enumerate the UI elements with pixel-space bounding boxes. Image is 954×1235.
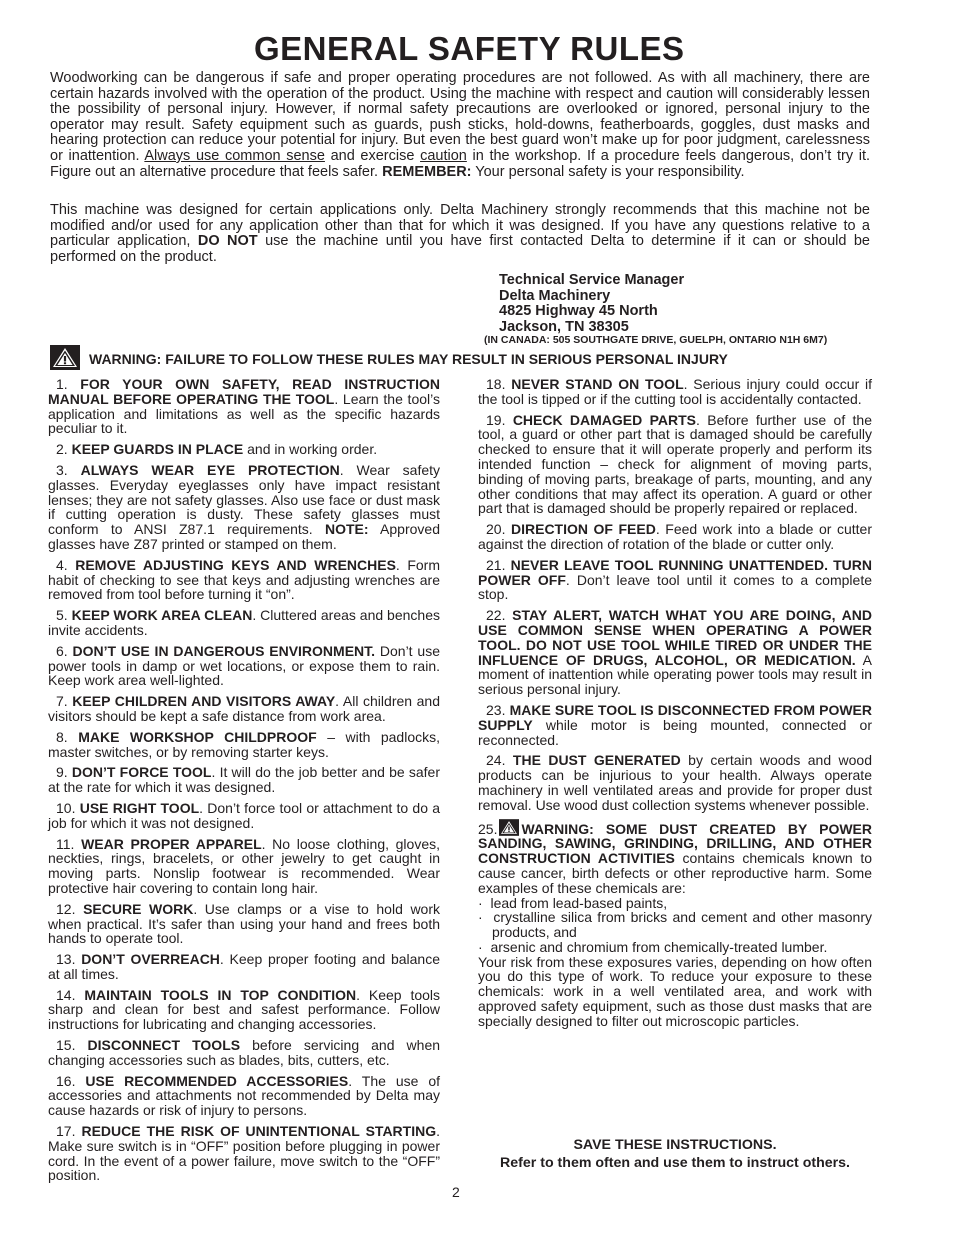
safety-rule <box>48 1124 440 1183</box>
rule-number: 10. <box>56 799 76 816</box>
bullet-dot: · <box>478 938 491 955</box>
rule-number: 15. <box>56 1037 76 1054</box>
address-line: Delta Machinery <box>499 287 611 304</box>
rule-number: 11. <box>56 835 75 852</box>
rule-text: – with padlocks, master switches, or by removing starter keys. <box>48 728 441 760</box>
rule-heading: ALWAYS WEAR EYE PROTECTION <box>80 461 340 478</box>
rule-text: . Before further use of the tool, a guard or other part that is damaged should be carefully checked to ensure that it will operate properly and perform its intended function – check for alignment of moving parts, binding of moving parts, breakage of parts, mounting, and any other conditions that may affect its operation. A guard or other part that is damaged should be properly repaired or replaced. <box>478 411 872 517</box>
rule-heading: DON’T OVERREACH <box>81 951 220 968</box>
rule-number: 25. <box>478 820 498 837</box>
rule-heading: THE DUST GENERATED <box>512 752 681 769</box>
rule-number: 13. <box>56 951 76 968</box>
warning-bar <box>50 344 870 370</box>
rule-text: . Serious injury could occur if the tool is tipped or if the cutting tool is accidentally contacted. <box>478 376 873 407</box>
intro-paragraph-1: Woodworking can be dangerous if safe and proper operating procedures are not followed. As with all machinery, there are certain hazards involved with the operation of the product. Using the machine with respect and caution will considerably lessen the possibility of personal injury. However, if normal safety precautions are overlooked or ignored, personal injury to the operator may result. Safety equipment such as guards, push sticks, hold-downs, featherboards, goggles, dust masks and hearing protection can reduce your potential for injury. But even the best guard won’t make up for poor judgment, carelessness or inattention. Always use common sense and exercise caution in the workshop. If a procedure feels dangerous, don’t try it. Figure out an alternative procedure that feels safer. REMEMBER: Your personal safety is your responsibility. <box>50 70 870 180</box>
rule-heading: USE RIGHT TOOL <box>79 799 200 816</box>
rule-heading: DISCONNECT TOOLS <box>87 1037 241 1054</box>
contact-address <box>499 273 684 335</box>
safety-rule <box>48 442 440 457</box>
rule-heading: WARNING: SOME DUST CREATED BY POWER SANDING, SAWING, GRINDING, DRILLING, AND OTHER CONSTRUCTION ACTIVITIES <box>478 820 872 867</box>
rule-text: . Form habit of checking to see that keys and adjusting wrenches are removed from tool before turning it “on”. <box>48 556 440 603</box>
rule-number: 21. <box>486 556 506 573</box>
bullet-dot: · <box>478 894 491 911</box>
rule-note-text: Approved glasses have Z87 printed or stamped on them. <box>48 521 440 552</box>
rule-text: Don’t use power tools in damp or wet locations, or expose them to rain. Keep work area well-lighted. <box>48 642 440 689</box>
intro-paragraph-2: This machine was designed for certain applications only. Delta Machinery strongly recommends that this machine not be modified and/or used for any application other than that for which it was designed. If you have any questions relative to a particular application, DO NOT use the machine until you have first contacted Delta to determine if it can or should be performed on the product. <box>50 202 870 265</box>
safety-rule-25 <box>478 819 872 1029</box>
rule-number: 5. <box>56 607 68 624</box>
rule-closing: Your risk from these exposures varies, depending on how often you do this type of work. To reduce your exposure to these chemicals: work in a well ventilated area, and work with approved safety equipment, such as those dust masks that are specially designed to filter out microscopic particles. <box>478 953 872 1029</box>
rule-text: and in working order. <box>243 441 378 458</box>
rule-text: . The use of accessories and attachments not recommended by Delta may cause hazards or risk of injury to persons. <box>48 1072 440 1119</box>
warning-triangle-icon <box>50 345 80 370</box>
rule-number: 4. <box>56 556 68 573</box>
safety-rule <box>48 608 440 638</box>
rule-text: . Learn the tool’s application and limitations as well as the specific hazards peculiar to it. <box>48 390 440 437</box>
rule-heading: KEEP GUARDS IN PLACE <box>71 441 244 458</box>
chemical-bullet <box>478 940 872 955</box>
rule-number: 9. <box>56 764 68 781</box>
rule-heading: DON’T FORCE TOOL <box>71 764 212 781</box>
address-line: 4825 Highway 45 North <box>499 303 658 320</box>
canada-address: (IN CANADA: 505 SOUTHGATE DRIVE, GUELPH, ONTARIO N1H 6M7) <box>484 334 828 346</box>
rule-heading: DON’T USE IN DANGEROUS ENVIRONMENT. <box>72 642 376 659</box>
address-line: Technical Service Manager <box>499 272 685 288</box>
safety-rule <box>48 644 440 688</box>
bullet-text: crystalline silica from bricks and cement and other masonry products, and <box>492 909 872 941</box>
safety-rule <box>478 703 872 747</box>
rule-heading: DIRECTION OF FEED <box>511 521 656 538</box>
rule-number: 20. <box>486 521 506 538</box>
rule-text: . Feed work into a blade or cutter against the direction of rotation of the blade or cutter only. <box>478 521 872 552</box>
safety-rule <box>478 413 872 517</box>
safety-rule <box>478 377 872 407</box>
warning-triangle-icon <box>499 819 519 836</box>
rule-number: 7. <box>56 693 68 710</box>
chemical-bullet <box>478 896 872 911</box>
rule-number: 1. <box>56 376 68 392</box>
rule-number: 14. <box>56 986 76 1003</box>
rule-number: 8. <box>56 728 68 745</box>
safety-rule <box>48 1074 440 1118</box>
rule-number: 18. <box>486 376 506 392</box>
rule-heading: CHECK DAMAGED PARTS <box>512 411 697 428</box>
rule-number: 24. <box>486 752 506 769</box>
rule-heading: WEAR PROPER APPAREL <box>81 835 262 852</box>
rule-number: 6. <box>56 642 68 659</box>
safety-rule <box>48 463 440 552</box>
rule-heading: REDUCE THE RISK OF UNINTENTIONAL STARTING <box>81 1123 437 1140</box>
rule-text: . Wear safety glasses. Everyday eyeglasses only have impact resistant lenses; they are not safety glasses. Also use face or dust mask if cutting operation is dusty. These safety glasses must conform to ANSI Z87.1 requirements. <box>48 461 441 538</box>
rule-heading: MAKE WORKSHOP CHILDPROOF <box>78 728 317 745</box>
rule-heading: KEEP WORK AREA CLEAN <box>71 607 253 624</box>
rule-number: 3. <box>56 461 68 478</box>
bullet-dot: · <box>478 909 494 926</box>
page-title: GENERAL SAFETY RULES <box>254 30 685 67</box>
rule-heading: NEVER STAND ON TOOL <box>511 376 684 392</box>
rules-column-left <box>48 377 440 1189</box>
safety-rule <box>478 522 872 552</box>
bullet-text: lead from lead-based paints, <box>490 894 668 911</box>
safety-rule <box>48 988 440 1032</box>
rule-text: by certain woods and wood products can be injurious to your health. Always operate machinery in well ventilated areas and provide for proper dust removal. Use wood dust collection systems whenever possible. <box>478 752 873 813</box>
safety-rule <box>48 837 440 896</box>
address-line: Jackson, TN 38305 <box>499 318 629 335</box>
rule-note-label: NOTE: <box>324 521 369 538</box>
safety-rule <box>48 952 440 982</box>
rule-number: 19. <box>486 411 506 428</box>
save-instructions <box>478 1136 872 1172</box>
safety-rule <box>48 694 440 724</box>
rule-number: 12. <box>56 900 76 917</box>
rule-number: 23. <box>486 701 506 718</box>
rule-number: 2. <box>56 441 68 458</box>
rule-text: contains chemicals known to cause cancer, birth defects or other reproductive harm. Some examples of these chemicals are: <box>478 850 872 896</box>
rule-text: . It will do the job better and be safer at the rate for which it was designed. <box>48 764 440 796</box>
rule-number: 22. <box>486 607 506 624</box>
rule-heading: SECURE WORK <box>83 900 194 917</box>
rule-heading: REMOVE ADJUSTING KEYS AND WRENCHES <box>75 556 396 573</box>
rule-heading: FOR YOUR OWN SAFETY, READ INSTRUCTION MANUAL BEFORE OPERATING THE TOOL <box>48 376 440 407</box>
safety-rule <box>478 558 872 602</box>
rule-text: . Keep tools sharp and clean for best and safest performance. Follow instructions for lubricating and changing accessories. <box>48 986 441 1033</box>
safety-rule <box>48 1038 440 1068</box>
chemical-bullet <box>478 910 872 940</box>
rule-number: 17. <box>56 1123 76 1140</box>
rule-heading: NEVER LEAVE TOOL RUNNING UNATTENDED. TURN POWER OFF <box>478 556 873 588</box>
rule-text: . Make sure switch is in “OFF” position before plugging in power cord. In the event of a power failure, move switch to the “OFF” position. <box>48 1123 440 1184</box>
rule-heading: KEEP CHILDREN AND VISITORS AWAY <box>72 693 336 710</box>
rule-heading: MAKE SURE TOOL IS DISCONNECTED FROM POWER SUPPLY <box>478 701 873 733</box>
rule-number: 16. <box>56 1072 76 1089</box>
save-line-2: Refer to them often and use them to instruct others. <box>500 1155 850 1171</box>
rule-text: . All children and visitors should be kept a safe distance from work area. <box>48 693 440 724</box>
rule-text: . Don’t leave tool until it comes to a complete stop. <box>478 571 872 603</box>
safety-rule <box>48 765 440 795</box>
rule-text: before servicing and when changing accessories such as blades, bits, cutters, etc. <box>48 1037 441 1068</box>
rule-text: . Don’t force tool or attachment to do a job for which it was not designed. <box>48 799 440 831</box>
safety-rule <box>48 801 440 831</box>
page-number: 2 <box>452 1184 460 1200</box>
save-line-1: SAVE THESE INSTRUCTIONS. <box>573 1137 777 1153</box>
rule-text: while motor is being mounted, connected or reconnected. <box>478 716 872 748</box>
rule-heading: STAY ALERT, WATCH WHAT YOU ARE DOING, AND USE COMMON SENSE WHEN OPERATING A POWER TOOL. DO NOT USE TOOL WHILE TIRED OR UNDER THE INFLUENCE OF DRUGS, ALCOHOL, OR MEDICATION. <box>478 607 872 668</box>
rule-text: . Cluttered areas and benches invite accidents. <box>48 607 440 638</box>
safety-rule <box>478 608 872 697</box>
rule-text: A moment of inattention while operating power tools may result in serious personal injury. <box>478 651 872 698</box>
bullet-text: arsenic and chromium from chemically-treated lumber. <box>490 938 828 955</box>
safety-rule <box>48 377 440 436</box>
rule-text: . Use clamps or a vise to hold work when practical. It’s safer than using your hand and frees both hands to operate tool. <box>48 900 440 947</box>
safety-rule <box>478 753 872 812</box>
rule-text: . Keep proper footing and balance at all times. <box>48 951 440 982</box>
safety-rule <box>48 730 440 760</box>
safety-rule <box>48 558 440 602</box>
rules-column-right <box>478 377 872 1035</box>
rule-heading: USE RECOMMENDED ACCESSORIES <box>85 1072 349 1089</box>
rule-heading: MAINTAIN TOOLS IN TOP CONDITION <box>84 986 357 1003</box>
safety-rule <box>48 902 440 946</box>
rule-text: . No loose clothing, gloves, neckties, rings, bracelets, or other jewelry to get caught in moving parts. Nonslip footwear is recommended. Wear protective hair covering to contain long hair. <box>48 835 441 896</box>
warning-bar-text: WARNING: FAILURE TO FOLLOW THESE RULES MAY RESULT IN SERIOUS PERSONAL INJURY <box>89 351 728 367</box>
